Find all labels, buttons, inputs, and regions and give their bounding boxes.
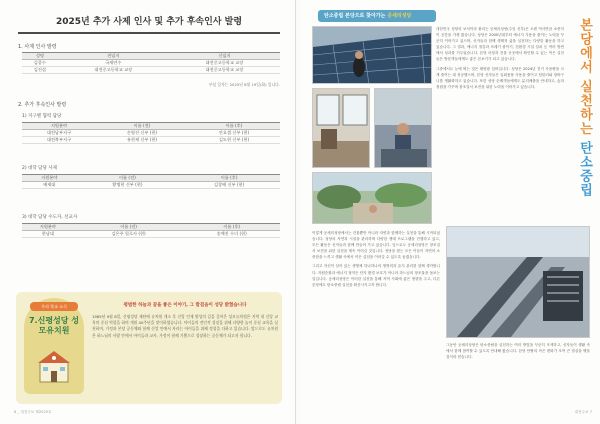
table-cell: 대전남부지구	[22, 130, 96, 137]
table-cell: 배재대	[22, 182, 77, 189]
vertical-title	[572, 18, 594, 258]
page-footer: 6 _ 대전주보 제2025호	[14, 410, 52, 414]
district-table	[22, 122, 280, 144]
table-row	[22, 60, 280, 67]
table-cell: 송예진 수녀 (현)	[183, 231, 280, 238]
school-news-box	[16, 292, 282, 404]
school-news-tag: 우리 학교 소식	[30, 302, 78, 311]
table-cell: 손영진 신부 (현)	[96, 130, 188, 137]
table-cell: 국제연수	[58, 60, 169, 67]
university-religious-table	[22, 223, 280, 238]
table-cell: 안요셉 신부 (현)	[188, 130, 280, 137]
ribbon-prefix: 탄소중립 본당으로 찾아가는	[324, 13, 386, 19]
table-header: 신임지	[169, 53, 280, 60]
article-paragraph: 그리고 자신이 살아 있는 생명체 하나하나의 생명력과 유지 관리를 함께 생각합니다. 자원순환과 에너지 절약은 단지 환경 보호가 아니라 하느님의 창조물을 돌보는 일입니다. 공세리성당은 이러한 실천을 통해 지역 사회에 좋은 영향을 주고, 다른 본당에도 탄소중립 실천을 확산시키고자 합니다.	[312, 264, 440, 287]
ribbon-highlight: 공세리성당	[387, 13, 412, 19]
solar-panel-photo	[312, 26, 432, 84]
table-row	[22, 67, 280, 74]
table-header: 전임지	[58, 53, 169, 60]
table-cell: 유현제 신부 (현)	[96, 137, 188, 144]
right-page	[300, 0, 600, 424]
table-cell: 대전북부지구	[22, 137, 96, 144]
article-paragraph: 이렇게 공세리성당에서는 건물뿐만 아니라 자연과 함께하는 실천을 통해 시작되었습니다. 성당의 자연과 시설을 관리하며 다양한 생태 프로그램을 진행하고 있고, 모든 활동은 신자들과 함께 만들어 가고 있습니다. 앞으로도 공세리성당은 창조질서 보전을 위한 실천을 계속 이어갈 것입니다. 성당을 찾는 모든 이들이 자연의 소중함을 느끼고 생활 속에서 작은 실천을 이어갈 수 있도록 돕겠습니다.	[312, 231, 440, 260]
article-text-col2	[312, 230, 440, 406]
table-header: 지원분야	[22, 224, 74, 231]
subsection-heading: 2) 대학 담당 사제	[22, 166, 57, 171]
worker-photo	[374, 88, 432, 168]
page-footer: 대전주보 7	[574, 410, 592, 414]
table-cell: 김도현 신부 (현)	[188, 137, 280, 144]
table-row	[22, 130, 280, 137]
section-heading: 1. 사제 인사 발령	[18, 44, 57, 50]
article-paragraph: 그동안 공세리성당은 탄소중립을 실천하는 여러 방법을 꾸준히 모색하고, 신자들이 생활 속에서 함께 참여할 수 있도록 안내해 왔습니다. 본당 안팎의 작은 변화가 모여 큰 결실을 맺을 것이라 믿습니다.	[446, 343, 590, 360]
table-header: 이름 (전)	[96, 123, 188, 130]
article-text-col3	[446, 342, 590, 406]
vertical-title-a: 본당에서 실천하는	[577, 18, 592, 136]
table-header: 이름 (전)	[74, 224, 184, 231]
table-cell: 황병현 신부 (현)	[77, 182, 179, 189]
subsection-heading: 3) 대학 담당 수도자, 선교사	[22, 215, 78, 220]
table-cell: 김종수	[22, 60, 58, 67]
effective-date-note: 부임 일자는 2025년 8월 19일(화) 입니다.	[208, 82, 280, 87]
vertical-title-b: 탄소중립	[577, 141, 592, 198]
table-header: 이름 (전)	[77, 175, 179, 182]
article-paragraph: 그중에서도 눈에 띄는 것은 태양광 설비입니다. 성당은 2024년 전기 사용량을 크게 줄이는 데 성공했으며, 본당 신자들은 일회용품 사용을 줄이고 텀블러와 장바구니를 생활화하고 있습니다. 또한 성당 순례객들에게도 분리배출을 안내하고, 숲과 정원을 가꾸며 창조질서 보전을 위한 노력을 이어가고 있습니다.	[436, 66, 564, 89]
table-header: 이름 (후)	[183, 224, 280, 231]
section-heading: 2. 추가 후속인사 발령	[18, 102, 67, 108]
table-header: 이름 (후)	[188, 123, 280, 130]
table-row	[22, 182, 280, 189]
school-name: 7.신평성당 성모유치원	[28, 316, 80, 335]
article-text-col1	[436, 26, 564, 222]
escalator-photo	[446, 226, 590, 338]
table-cell: 한남대	[22, 231, 74, 238]
section-ribbon	[318, 10, 436, 22]
table-cell: 대전중고등학교 교장	[58, 67, 169, 74]
school-news-heading: 평범한 하늘과 꿈을 좋은 이야기, 그 발걸음이 성당 밝혔습니다	[123, 303, 247, 308]
garden-photo	[312, 172, 432, 224]
table-header: 이름 (후)	[178, 175, 280, 182]
table-cell: 김진섭	[22, 67, 58, 74]
table-row	[22, 137, 280, 144]
table-cell: 대전중고등학교 교장	[169, 67, 280, 74]
table-header: 지원분야	[22, 175, 77, 182]
table-header: 성명	[22, 53, 58, 60]
subsection-heading: 1) 지구별 협력 담당	[22, 114, 62, 119]
school-building-icon	[34, 346, 74, 386]
article-paragraph: 대한민국 성당의 보석이라 불리는 공세리성당(주임 신부)은 오랜 역사만큼 소중히 이 공간을 가꿔 왔습니다. 성당은 2000년대부터 에너지 사용을 줄이는 노력을 꾸준히 이어가고 있으며, 신자들과 함께 생태적 삶을 실천하는 다양한 활동을 하고 있습니다. 그 결과, 에너지 절감과 쓰레기 줄이기, 친환경 시설 설치 등 여러 방면에서 성과를 거두었습니다. 본당 마당과 건물 곳곳에서 확인할 수 있는 작은 실천들은 방문객들에게도 좋은 본보기가 되고 있습니다.	[436, 27, 564, 62]
interior-photo	[312, 88, 370, 168]
left-page	[0, 0, 296, 424]
table-row	[22, 231, 280, 238]
university-priest-table	[22, 174, 280, 189]
table-cell: 김창배 신부 (현)	[178, 182, 280, 189]
table-header: 지원분야	[22, 123, 96, 130]
table-cell: 김은주 힐로사 (현)	[74, 231, 184, 238]
page-title: 2025년 추가 사제 인사 및 추가 후속인사 발령	[18, 14, 280, 34]
appointment-table	[22, 52, 280, 74]
table-cell: 대전중고등학교 교장	[169, 60, 280, 67]
school-news-body: 1985년 9월 8일, 신평성당 재단에 유치원 개소 후 신앙 인재 양성의 길을 걸어온 성모유치원은 지역 내 신앙 교육의 중심 역할을 하며 개원 40주년을 맞이하였습니다. 아이들의 전인적 성장을 위해 다양한 놀이 중심 교육을 실천하며, 가정과 본당 공동체와 함께 신앙 안에서 자라는 아이들을 위해 정성을 다하고 있습니다. 앞으로도 유치원은 하느님의 사랑 안에서 아이들과 교사, 가정이 함께 기쁨으로 성장하는 공동체가 되고자 합니다.	[92, 314, 278, 338]
